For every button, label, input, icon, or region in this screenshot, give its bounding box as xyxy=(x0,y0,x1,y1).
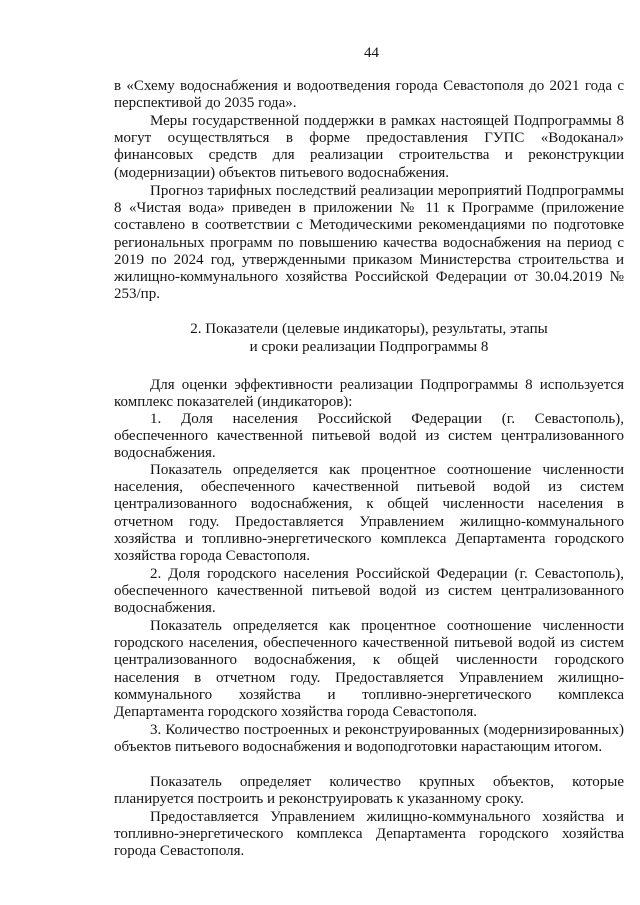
document-page xyxy=(114,0,626,905)
section-heading-line-1: 2. Показатели (целевые индикаторы), результаты, этапы xyxy=(190,321,548,337)
paragraph-indicator-2: 2. Доля городского населения Российской Федерации (г. Севастополь), обеспеченного качественной питьевой водой из систем централизованного водоснабжения. xyxy=(114,566,624,617)
paragraph-provider: Предоставляется Управлением жилищно-коммунального хозяйства и топливно-энергетического комплекса Департамента городского хозяйства города Севастополя. xyxy=(114,809,624,860)
paragraph-indicator-2-definition: Показатель определяется как процентное соотношение численности городского населения, обеспеченного качественной питьевой водой из систем централизованного водоснабжения, к общей численности городского населения в отчетном году. Предоставляется Управлением жилищно-коммунального хозяйства и топливно-энергетического комплекса Департамента городского хозяйства города Севастополя. xyxy=(114,618,624,721)
paragraph-indicator-1-definition: Показатель определяется как процентное соотношение численности населения, обеспеченного качественной питьевой водой из систем централизованного водоснабжения, к общей численности населения в отчетном году. Предоставляется Управлением жилищно-коммунального хозяйства и топливно-энергетического комплекса Департамента городского хозяйства города Севастополя. xyxy=(114,462,624,565)
paragraph-indicator-1: 1. Доля населения Российской Федерации (г. Севастополь), обеспеченного качественной питьевой водой из систем централизованного водоснабжения. xyxy=(114,411,624,462)
paragraph-indicator-3-definition: Показатель определяет количество крупных объектов, которые планируется построить и реконструировать к указанному сроку. xyxy=(114,774,624,808)
page-number: 44 xyxy=(364,45,379,61)
paragraph-state-support: Меры государственной поддержки в рамках настоящей Подпрограммы 8 могут осуществляться в форме предоставления ГУПС «Водоканал» финансовых средств для реализации строительства и реконструкции (модернизации) объектов питьевого водоснабжения. xyxy=(114,113,624,181)
paragraph-tariff-forecast: Прогноз тарифных последствий реализации мероприятий Подпрограммы 8 «Чистая вода» приведен в приложении № 11 к Программе (приложение составлено в соответствии с Методическими рекомендациями по подготовке региональных программ по повышению качества водоснабжения на период с 2019 по 2024 год, утвержденными приказом Министерства строительства и жилищно-коммунального хозяйства Российской Федерации от 30.04.2019 № 253/пр. xyxy=(114,183,624,303)
paragraph-scheme-continuation: в «Схему водоснабжения и водоотведения города Севастополя до 2021 года с перспективой до 2035 года». xyxy=(114,78,624,112)
section-heading xyxy=(114,320,624,356)
paragraph-indicators-intro: Для оценки эффективности реализации Подпрограммы 8 используется комплекс показателей (индикаторов): xyxy=(114,377,624,411)
section-heading-line-2: и сроки реализации Подпрограммы 8 xyxy=(249,339,489,355)
paragraph-indicator-3: 3. Количество построенных и реконструированных (модернизированных) объектов питьевого водоснабжения и водоподготовки нарастающим итогом. xyxy=(114,722,624,756)
